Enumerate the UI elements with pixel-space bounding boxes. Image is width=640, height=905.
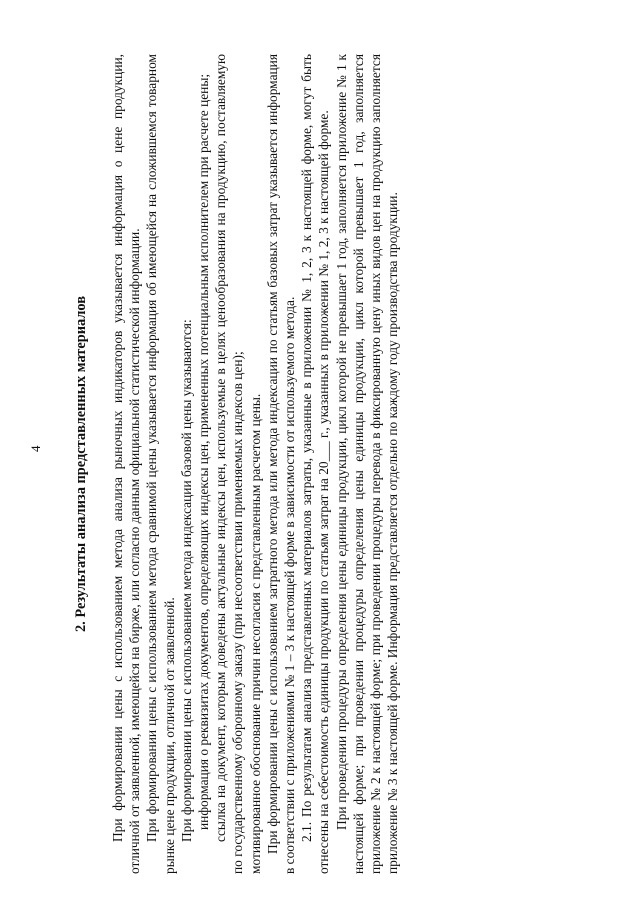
section-title: 2. Результаты анализа представленных материалов xyxy=(73,295,89,633)
paragraph-comparable-price: При формировании цены с использованием метода сравнимой цены указывается информация об имеющейся на сложившемся товарном рынке цене продукции, отличной от заявленной. xyxy=(144,54,177,874)
rotated-document-body xyxy=(72,54,572,874)
paragraph-2-1-analysis-results: 2.1. По результатам анализа представленных материалов затраты, указанные в приложении № 1, 2, 3 к настоящей форме, могут быть отнесены на себестоимость единицы продукции по статьям затрат на 20___ г., указанных в приложении № 1, 2, 3 к настоящей форме. xyxy=(299,54,332,874)
paragraph-index-documents: информация о реквизитах документов, определяющих индексы цен, примененных потенциальным исполнителем при расчете цены; xyxy=(196,73,212,830)
paragraph-procedure-appendices: При проведении процедуры определения цены единицы продукции, цикл которой не превышает 1 год, заполняется приложение № 1 к настоящей форме; при проведении процедуры определения цены единицы продукции, цикл которой превышает 1 год, заполняется приложение № 2 к настоящей форме; при проведении процедуры перевода в фиксированную цену иных видов цен на продукцию заполняется приложение № 3 к настоящей форме. Информация представляется отдельно по каждому году производства продукции. xyxy=(333,54,401,874)
page-number: 4 xyxy=(28,445,43,452)
paragraph-base-price-indexation: При формировании цены с использованием метода индексации базовой цены указываются: xyxy=(178,319,194,842)
paragraph-cost-method: При формировании цены с использованием затратного метода или метода индексации по статьям базовых затрат указывается информация в соответствии с приложениями № 1 – 3 к настоящей форме в зависимости от используемого метода. xyxy=(264,54,298,874)
paragraph-market-indicators: При формировании цены с использованием метода анализа рыночных индикаторов указывается информация о цене продукции, отличной от заявленной, имеющейся на бирже, или согласно данным официальной статистической информации. xyxy=(110,54,143,874)
paragraph-motivated-justification: мотивированное обоснование причин несогласия с представленным расчетом цены. xyxy=(247,393,263,874)
paragraph-document-reference: ссылка на документ, которым доведены актуальные индексы цен, используемые в целях ценообразования на продукцию, поставляемую по государственному оборонному заказу (при несоответствии применяемых индексов цен); xyxy=(213,54,246,874)
